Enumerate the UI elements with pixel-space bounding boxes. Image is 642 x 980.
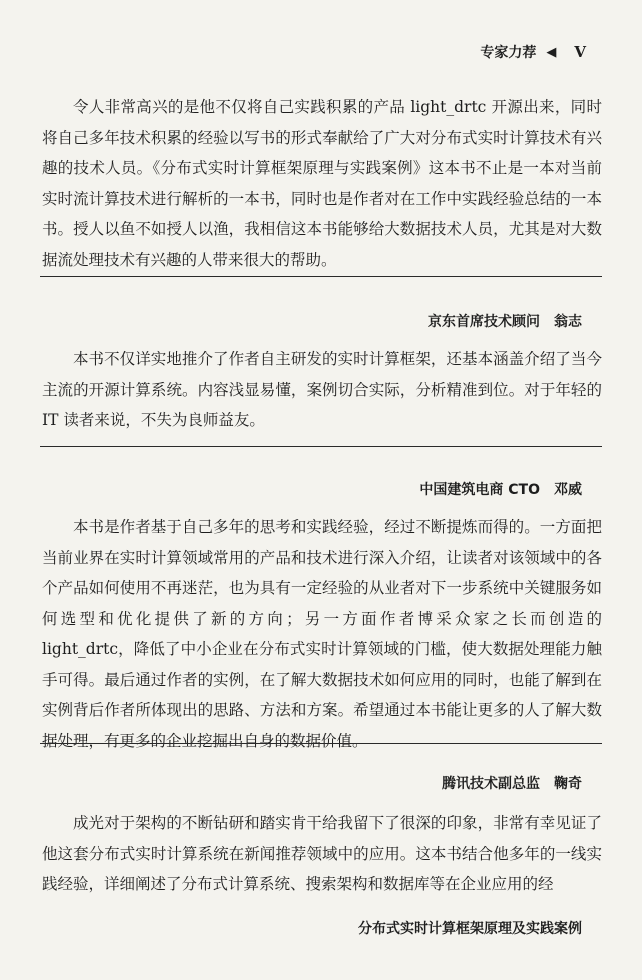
divider-2 xyxy=(40,446,602,447)
running-header xyxy=(480,42,586,62)
paragraph-4: 成光对于架构的不断钻研和踏实肯干给我留下了很深的印象，非常有幸见证了他这套分布式实时计算系统在新闻推荐领域中的应用。这本书结合他多年的一线实践经验，详细阐述了分布式计算系统、搜索架构和数据库等在企业应用的经 xyxy=(42,814,602,893)
author-3: 腾讯技术副总监 鞠奇 xyxy=(442,776,582,792)
author-2: 中国建筑电商 CTO 邓威 xyxy=(419,482,582,498)
divider-3 xyxy=(40,743,602,744)
running-footer: 分布式实时计算框架原理及实践案例 xyxy=(358,921,582,937)
page-number: V xyxy=(574,43,586,61)
divider-1 xyxy=(40,276,602,277)
left-triangle-icon: ◀ xyxy=(546,44,557,60)
author-1: 京东首席技术顾问 翁志 xyxy=(428,314,582,330)
paragraph-3: 本书是作者基于自己多年的思考和实践经验，经过不断提炼而得的。一方面把当前业界在实时计算领域常用的产品和技术进行深入介绍，让读者对该领域中的各个产品如何使用不再迷茫，也为具有一定经验的从业者对下一步系统中关键服务如何选型和优化提供了新的方向；另一方面作者博采众家之长而创造的 light_drtc，降低了中小企业在分布式实时计算领域的门槛，使大数据处理能力触手可得。最后通过作者的实例，在了解大数据技术如何应用的同时，也能了解到在实例背后作者所体现出的思路、方法和方案。希望通过本书能让更多的人了解大数据处理，有更多的企业挖掘出自身的数据价值。 xyxy=(42,518,602,750)
paragraph-2: 本书不仅详实地推介了作者自主研发的实时计算框架，还基本涵盖介绍了当今主流的开源计算系统。内容浅显易懂，案例切合实际，分析精准到位。对于年轻的 IT 读者来说，不失为良师益友。 xyxy=(42,350,602,429)
paragraph-1: 令人非常高兴的是他不仅将自己实践积累的产品 light_drtc 开源出来，同时将自己多年技术积累的经验以写书的形式奉献给了广大对分布式实时计算技术有兴趣的技术人员。《分布式实时计算框架原理与实践案例》这本书不止是一本对当前实时流计算技术进行解析的一本书，同时也是作者对在工作中实践经验总结的一本书。授人以鱼不如授人以渔，我相信这本书能够给大数据技术人员，尤其是对大数据流处理技术有兴趣的人带来很大的帮助。 xyxy=(42,98,602,269)
section-title: 专家力荐 xyxy=(480,45,537,61)
